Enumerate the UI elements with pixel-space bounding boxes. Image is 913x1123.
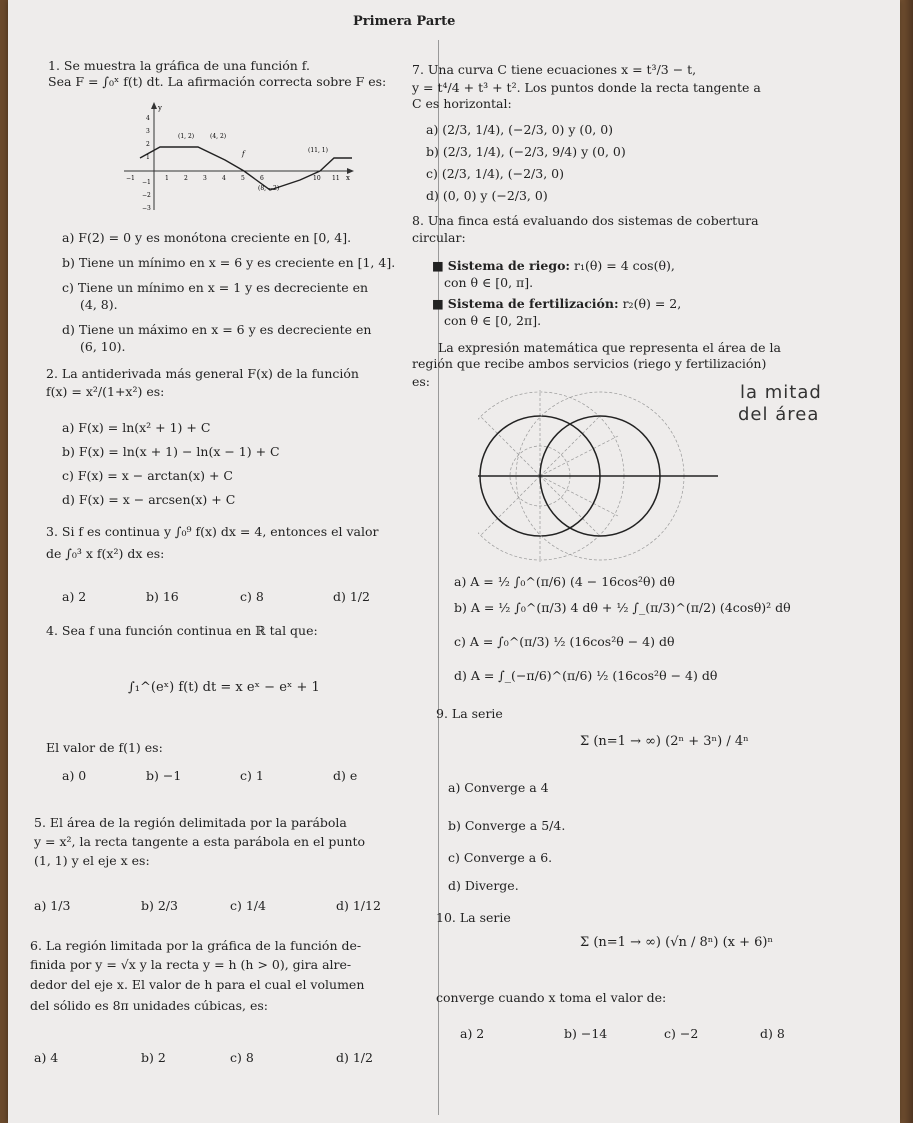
q8-bullet2-domain: con θ ∈ [0, 2π]. <box>444 313 542 328</box>
q8-option-c[interactable]: c) A = ∫₀^(π/3) ½ (16cos²θ − 4) dθ <box>454 634 675 649</box>
q9-option-d[interactable]: d) Diverge. <box>448 878 519 893</box>
q7-option-b[interactable]: b) (2/3, 1/4), (−2/3, 9/4) y (0, 0) <box>426 144 626 159</box>
x-tick: 6 <box>260 175 264 182</box>
q5-line3: (1, 1) y el eje x es: <box>34 853 150 868</box>
q2-line1: 2. La antiderivada más general F(x) de la función <box>46 366 359 381</box>
y-tick: −1 <box>142 179 151 186</box>
q3-option-a[interactable]: a) 2 <box>62 589 87 604</box>
exam-sheet <box>8 0 900 1123</box>
y-tick: 3 <box>146 128 150 135</box>
point-label: (11, 1) <box>308 147 328 154</box>
q10-option-c[interactable]: c) −2 <box>664 1026 699 1041</box>
q10-line2: converge cuando x toma el valor de: <box>436 990 667 1005</box>
q4-line2: El valor de f(1) es: <box>46 740 163 755</box>
q9-line1: 9. La serie <box>436 706 503 721</box>
q7-line3: C es horizontal: <box>412 96 512 111</box>
q1-option-a[interactable]: a) F(2) = 0 y es monótona creciente en [0, 4]. <box>62 230 352 245</box>
q2-option-c[interactable]: c) F(x) = x − arctan(x) + C <box>62 468 233 483</box>
q6-line3: dedor del eje x. El valor de h para el cual el volumen <box>30 977 365 992</box>
q8-bullet1-label: Sistema de riego: <box>447 258 571 273</box>
q4-option-b[interactable]: b) −1 <box>146 768 182 783</box>
q1-function-graph <box>120 100 360 215</box>
q10-option-d[interactable]: d) 8 <box>760 1026 785 1041</box>
y-tick: 4 <box>146 115 150 122</box>
q3-line1: 3. Si f es continua y ∫₀⁹ f(x) dx = 4, entonces el valor <box>46 524 379 539</box>
q10-line1: 10. La serie <box>436 910 511 925</box>
page-title: Primera Parte <box>353 14 456 29</box>
q7-option-c[interactable]: c) (2/3, 1/4), (−2/3, 0) <box>426 166 564 181</box>
q8-option-d[interactable]: d) A = ∫_(−π/6)^(π/6) ½ (16cos²θ − 4) dθ <box>454 668 718 683</box>
q8-bullet-2: ■ Sistema de fertilización: r₂(θ) = 2, <box>432 296 682 311</box>
x-tick: 11 <box>332 175 340 182</box>
grid-ray <box>540 476 600 536</box>
y-ticks <box>142 115 151 212</box>
q5-line2: y = x², la recta tangente a esta parábola en el punto <box>34 834 366 849</box>
q2-option-a[interactable]: a) F(x) = ln(x² + 1) + C <box>62 420 211 435</box>
q8-bullet1-domain: con θ ∈ [0, π]. <box>444 275 534 290</box>
q10-option-b[interactable]: b) −14 <box>564 1026 608 1041</box>
q9-option-c[interactable]: c) Converge a 6. <box>448 850 553 865</box>
q3-line2: de ∫₀³ x f(x²) dx es: <box>46 546 165 561</box>
grid-ray <box>540 416 600 476</box>
x-tick: −1 <box>126 175 135 182</box>
handwritten-note-1: la mitad <box>740 382 822 403</box>
q1-option-c-cont: (4, 8). <box>80 297 118 312</box>
q10-series: Σ (n=1 → ∞) (√n / 8ⁿ) (x + 6)ⁿ <box>580 935 774 950</box>
point-label: (4, 2) <box>210 133 227 140</box>
q10-option-a[interactable]: a) 2 <box>460 1026 485 1041</box>
q6-option-c[interactable]: c) 8 <box>230 1050 254 1065</box>
grid-ray <box>480 416 540 476</box>
y-tick: 1 <box>146 154 150 161</box>
q5-line1: 5. El área de la región delimitada por la parábola <box>34 815 347 830</box>
q1-option-b[interactable]: b) Tiene un mínimo en x = 6 y es creciente en [1, 4]. <box>62 255 396 270</box>
q8-bullet1-eq: r₁(θ) = 4 cos(θ), <box>574 258 675 273</box>
q3-option-b[interactable]: b) 16 <box>146 589 179 604</box>
q8-line5: es: <box>412 374 431 389</box>
x-tick: 1 <box>165 175 169 182</box>
q8-line1: 8. Una finca está evaluando dos sistemas de cobertura <box>412 213 759 228</box>
q6-option-d[interactable]: d) 1/2 <box>336 1050 373 1065</box>
q2-option-d[interactable]: d) F(x) = x − arcsen(x) + C <box>62 492 236 507</box>
q1-option-c[interactable]: c) Tiene un mínimo en x = 1 y es decreciente en <box>62 280 369 295</box>
q7-line2: y = t⁴/4 + t³ + t². Los puntos donde la recta tangente a <box>412 80 761 95</box>
q8-line2: circular: <box>412 230 466 245</box>
y-tick: −3 <box>142 205 151 212</box>
x-tick: 2 <box>184 175 188 182</box>
grid-ray <box>540 476 618 516</box>
q6-line1: 6. La región limitada por la gráfica de la función de- <box>30 938 362 953</box>
q3-option-d[interactable]: d) 1/2 <box>333 589 370 604</box>
q2-option-b[interactable]: b) F(x) = ln(x + 1) − ln(x − 1) + C <box>62 444 280 459</box>
q1-line2: Sea F = ∫₀ˣ f(t) dt. La afirmación correcta sobre F es: <box>48 74 387 89</box>
q5-option-b[interactable]: b) 2/3 <box>141 898 178 913</box>
y-tick: −2 <box>142 192 151 199</box>
q7-line1: 7. Una curva C tiene ecuaciones x = t³/3 − t, <box>412 62 697 77</box>
x-axis-label: x <box>346 174 350 182</box>
x-tick: 4 <box>222 175 226 182</box>
q8-option-a[interactable]: a) A = ½ ∫₀^(π/6) (4 − 16cos²θ) dθ <box>454 574 675 589</box>
q8-polar-graph <box>478 386 718 566</box>
curve-label: f <box>242 150 245 158</box>
q3-option-c[interactable]: c) 8 <box>240 589 264 604</box>
x-tick: 5 <box>241 175 245 182</box>
q8-bullet-1: ■ Sistema de riego: r₁(θ) = 4 cos(θ), <box>432 258 675 273</box>
q9-option-a[interactable]: a) Converge a 4 <box>448 780 549 795</box>
grid-ray <box>480 476 540 536</box>
q5-option-c[interactable]: c) 1/4 <box>230 898 266 913</box>
q4-option-a[interactable]: a) 0 <box>62 768 87 783</box>
q8-line4: región que recibe ambos servicios (riego y fertilización) <box>412 356 767 371</box>
q8-bullet2-eq: r₂(θ) = 2, <box>622 296 682 311</box>
y-tick: 2 <box>146 141 150 148</box>
q9-series: Σ (n=1 → ∞) (2ⁿ + 3ⁿ) / 4ⁿ <box>580 734 749 749</box>
x-tick: 3 <box>203 175 207 182</box>
q7-option-a[interactable]: a) (2/3, 1/4), (−2/3, 0) y (0, 0) <box>426 122 614 137</box>
q1-option-d-cont: (6, 10). <box>80 339 126 354</box>
q5-option-d[interactable]: d) 1/12 <box>336 898 381 913</box>
q6-option-b[interactable]: b) 2 <box>141 1050 166 1065</box>
q1-option-d[interactable]: d) Tiene un máximo en x = 6 y es decreciente en <box>62 322 372 337</box>
y-axis-label: y <box>158 104 162 112</box>
point-label: (8, −2) <box>258 185 280 192</box>
q9-option-b[interactable]: b) Converge a 5/4. <box>448 818 566 833</box>
grid-ray <box>540 436 618 476</box>
q4-option-d[interactable]: d) e <box>333 768 358 783</box>
q8-bullet2-label: Sistema de fertilización: <box>447 296 619 311</box>
point-label: (1, 2) <box>178 133 195 140</box>
q4-option-c[interactable]: c) 1 <box>240 768 264 783</box>
q8-option-b[interactable]: b) A = ½ ∫₀^(π/3) 4 dθ + ½ ∫_(π/3)^(π/2) (4cosθ)² dθ <box>454 600 791 615</box>
y-axis-arrow <box>151 102 157 109</box>
q8-line3: La expresión matemática que representa el área de la <box>438 340 781 355</box>
handwritten-note-2: del área <box>738 404 820 425</box>
q1-line1: 1. Se muestra la gráfica de una función f. <box>48 58 310 73</box>
q6-line2: finida por y = √x y la recta y = h (h > 0), gira alre- <box>30 957 352 972</box>
x-tick: 10 <box>313 175 321 182</box>
q5-option-a[interactable]: a) 1/3 <box>34 898 71 913</box>
q6-option-a[interactable]: a) 4 <box>34 1050 59 1065</box>
q6-line4: del sólido es 8π unidades cúbicas, es: <box>30 998 268 1013</box>
q4-equation: ∫₁^(eˣ) f(t) dt = x eˣ − eˣ + 1 <box>128 680 320 695</box>
q4-line1: 4. Sea f una función continua en ℝ tal que: <box>46 623 318 638</box>
q7-option-d[interactable]: d) (0, 0) y (−2/3, 0) <box>426 188 548 203</box>
wood-background <box>900 0 913 1123</box>
q2-line2: f(x) = x²/(1+x²) es: <box>46 384 165 399</box>
